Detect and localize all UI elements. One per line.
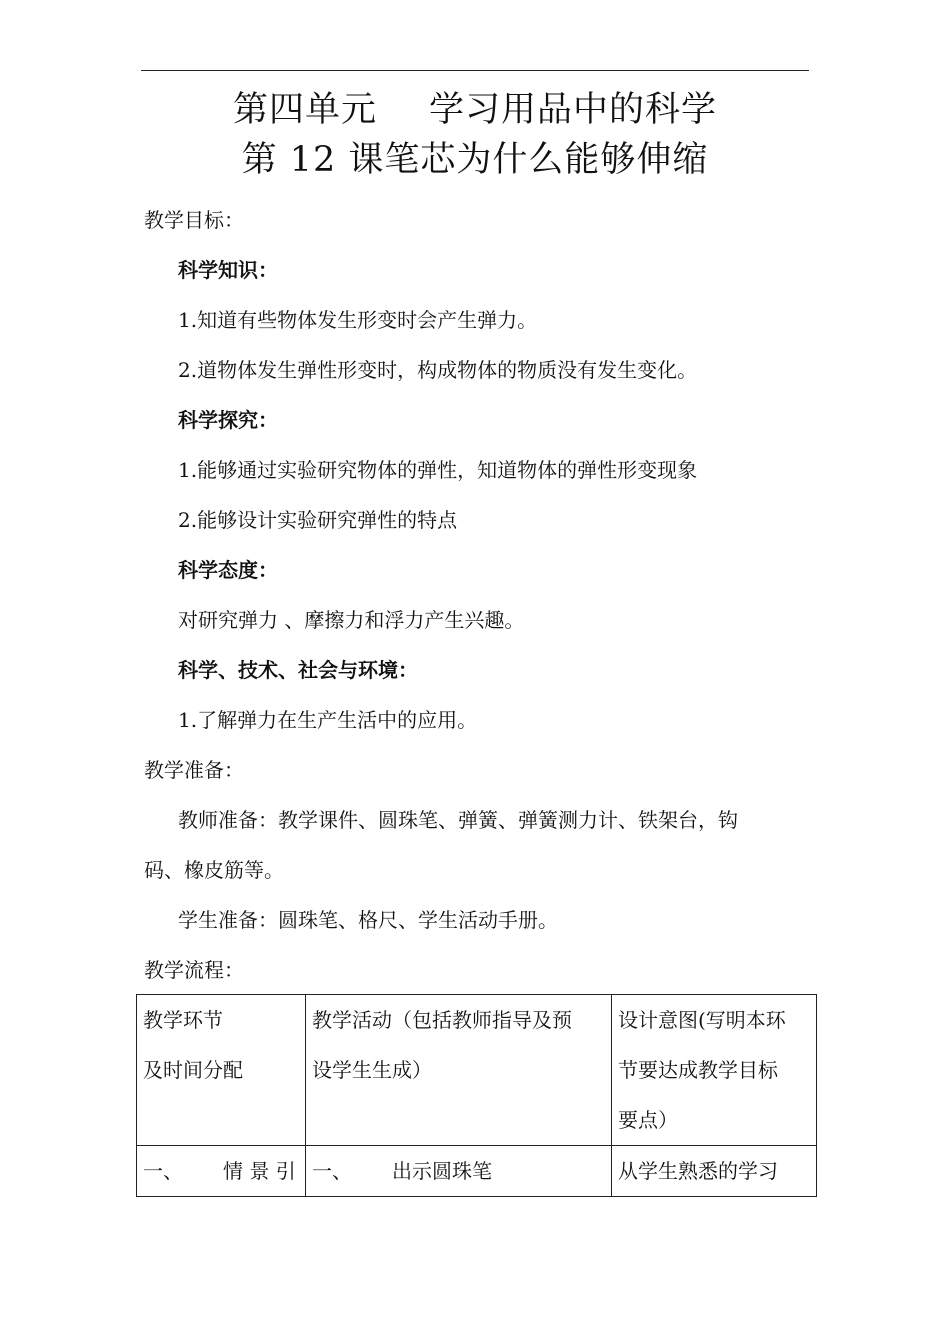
teacher-preparation-cont: 码、橡皮筋等。 — [144, 858, 284, 882]
row-cell-stage — [137, 1146, 306, 1197]
knowledge-heading: 科学知识： — [178, 258, 278, 282]
cell-text: 及时间分配 — [143, 1058, 243, 1082]
inquiry-item: 2.能够设计实验研究弹性的特点 — [178, 508, 458, 532]
inquiry-heading: 科学探究： — [178, 408, 278, 432]
lesson-title: 第 12 课笔芯为什么能够伸缩 — [241, 140, 709, 180]
cell-text: 要点） — [618, 1108, 678, 1132]
cell-text: 情 景 引 — [223, 1159, 296, 1183]
teaching-process-table — [136, 994, 817, 1197]
inquiry-item: 1.能够通过实验研究物体的弹性，知道物体的弹性形变现象 — [178, 458, 698, 482]
list-number: 一、 — [312, 1159, 352, 1183]
unit-number: 第四单元 — [232, 90, 377, 130]
unit-title — [0, 88, 950, 132]
stse-text: 1.了解弹力在生产生活中的应用。 — [178, 708, 478, 732]
row-cell-intent — [612, 1146, 817, 1197]
cell-text: 教学环节 — [143, 1008, 223, 1032]
cell-text: 设学生生成） — [312, 1058, 432, 1082]
header-cell-intent — [612, 995, 817, 1146]
cell-text: 出示圆珠笔 — [392, 1159, 492, 1183]
cell-text: 节要达成教学目标 — [618, 1058, 778, 1082]
header-cell-stage — [137, 995, 306, 1146]
attitude-heading: 科学态度： — [178, 558, 278, 582]
list-number: 一、 — [143, 1159, 183, 1183]
header-cell-activity — [306, 995, 612, 1146]
cell-text: 设计意图(写明本环 — [618, 1008, 786, 1032]
teacher-preparation: 教师准备：教学课件、圆珠笔、弹簧、弹簧测力计、铁架台，钩 — [178, 808, 738, 832]
table-row — [137, 1146, 817, 1197]
objectives-heading: 教学目标： — [144, 208, 244, 232]
unit-name: 学习用品中的科学 — [429, 90, 718, 130]
attitude-text: 对研究弹力 、摩擦力和浮力产生兴趣。 — [178, 608, 525, 632]
stse-heading: 科学、技术、社会与环境： — [178, 658, 418, 682]
process-heading: 教学流程： — [144, 958, 244, 982]
student-preparation: 学生准备：圆珠笔、格尺、学生活动手册。 — [178, 908, 558, 932]
knowledge-item: 2.道物体发生弹性形变时，构成物体的物质没有发生变化。 — [178, 358, 698, 382]
top-rule — [141, 70, 809, 71]
cell-text: 从学生熟悉的学习 — [618, 1159, 778, 1183]
row-cell-activity — [306, 1146, 612, 1197]
preparation-heading: 教学准备： — [144, 758, 244, 782]
table-header-row — [137, 995, 817, 1146]
knowledge-item: 1.知道有些物体发生形变时会产生弹力。 — [178, 308, 538, 332]
cell-text: 教学活动（包括教师指导及预 — [312, 1008, 572, 1032]
